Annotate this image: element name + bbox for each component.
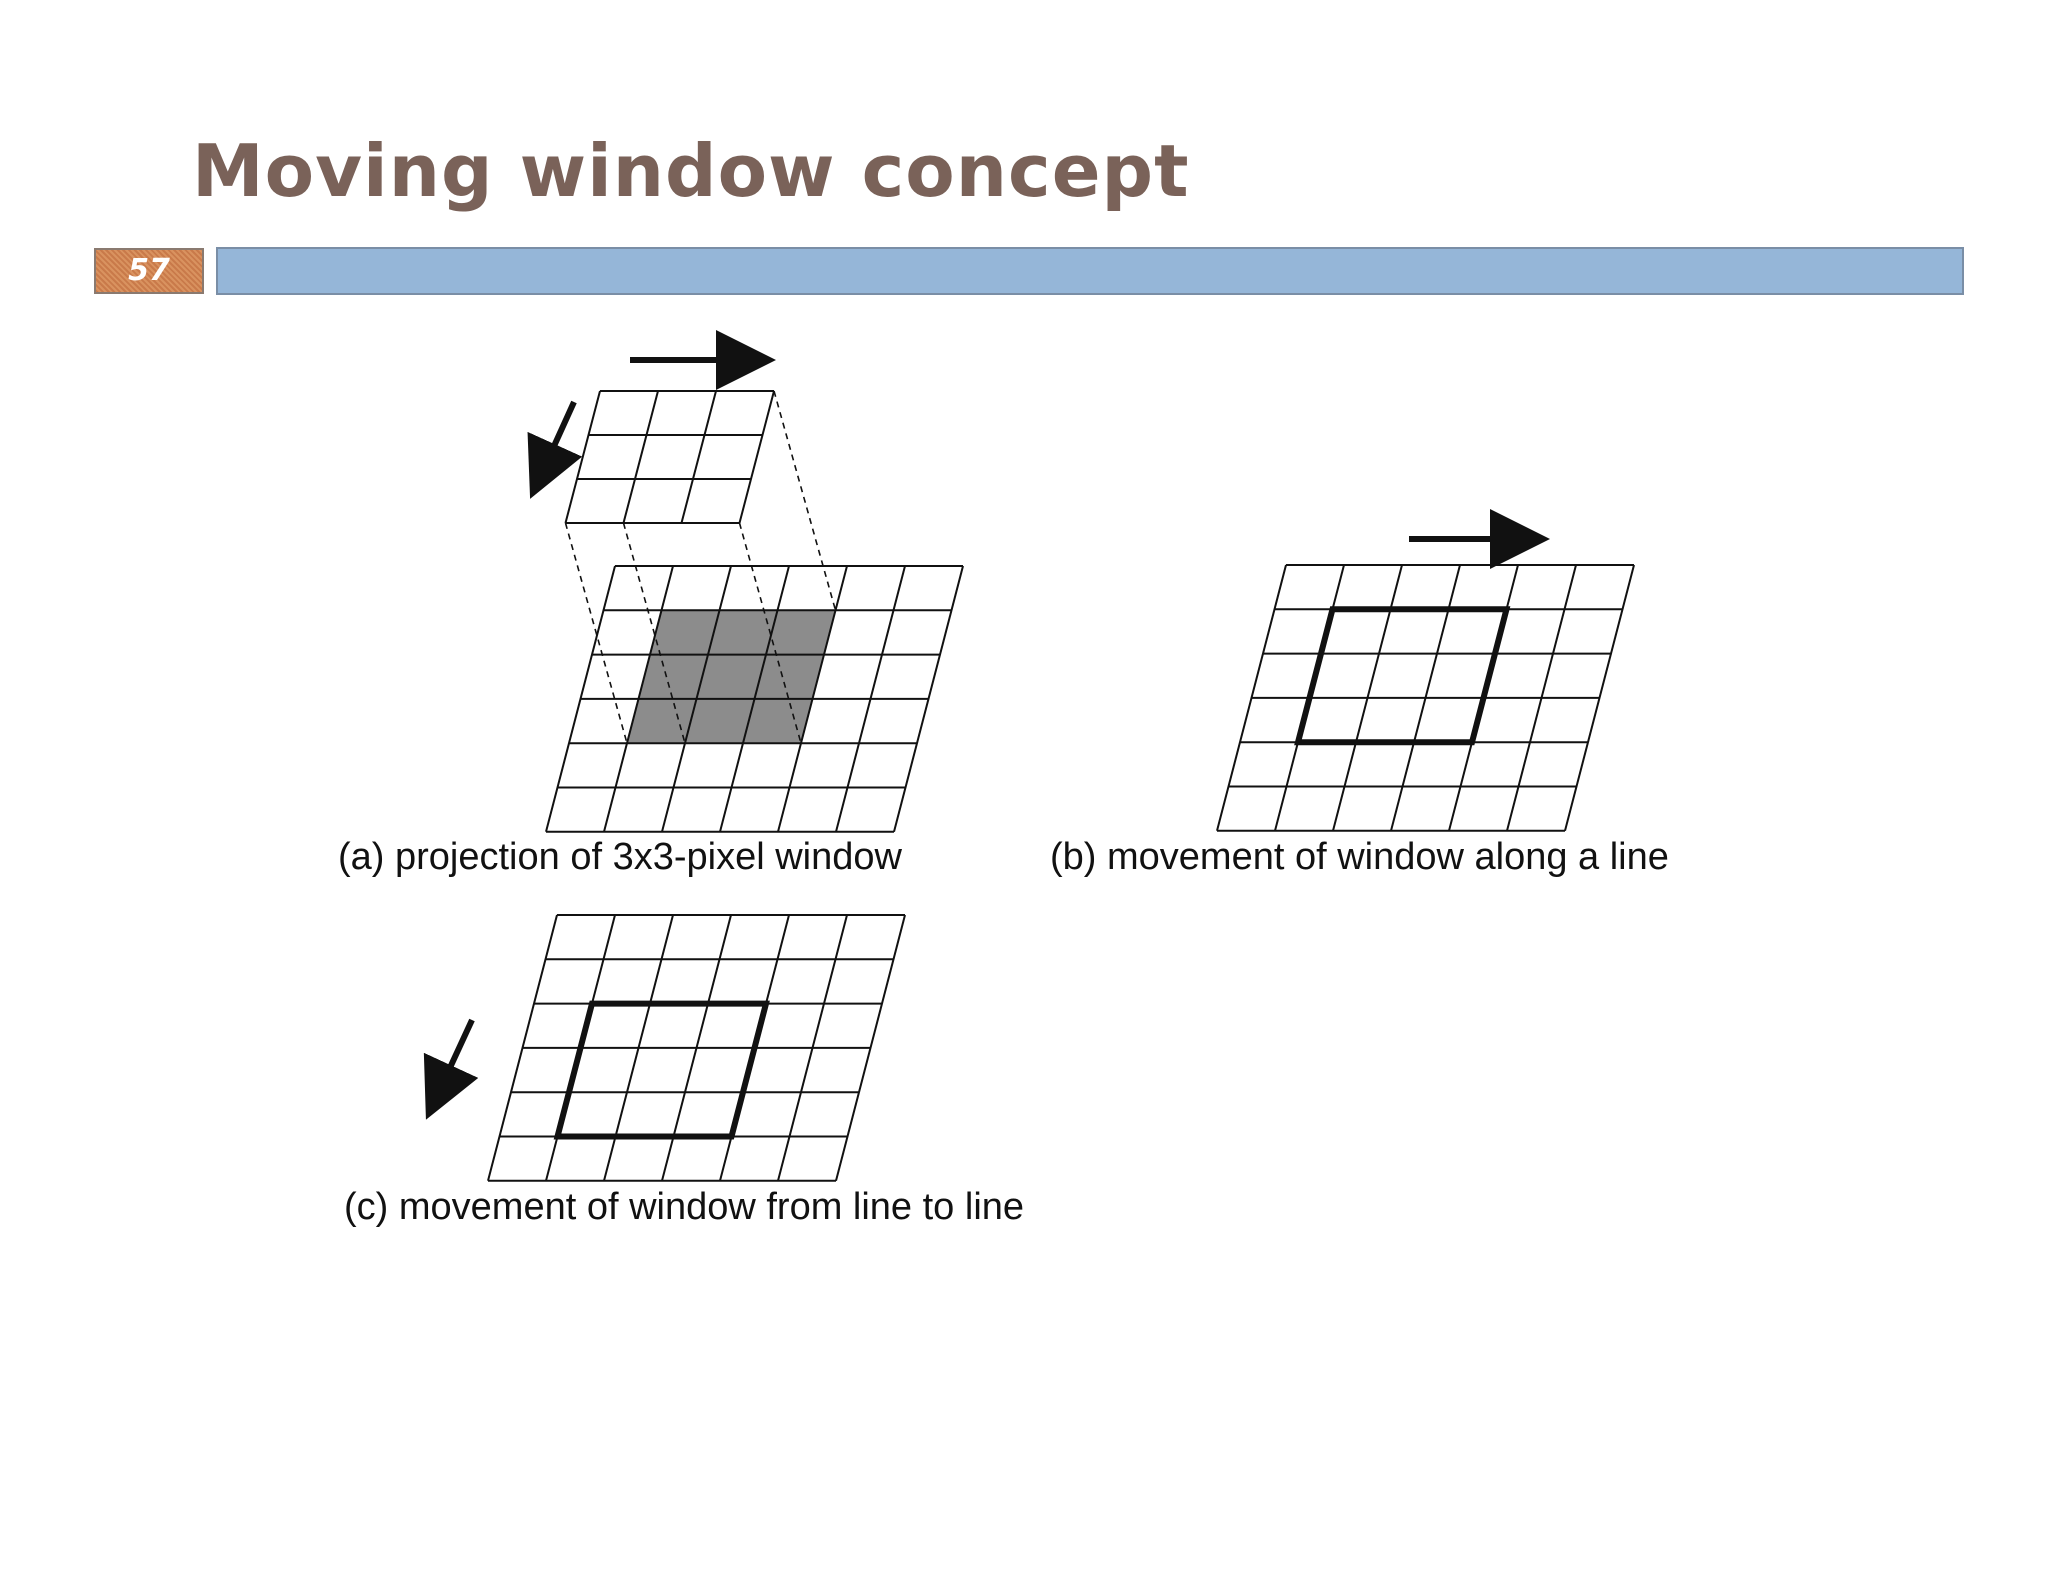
moving-window-3x3 [566,391,775,523]
arrow-down-left-icon [436,1020,472,1098]
projected-window-highlight [627,610,836,743]
image-grid-b [1217,565,1634,831]
grid-col-line [682,391,717,523]
arrow-down-left-icon [540,402,574,477]
projection-dashed-line [774,391,836,610]
window-outline-b [1298,609,1507,742]
image-grid-a [546,566,963,832]
caption-b: (b) movement of window along a line [1050,836,1669,878]
panel-c-line-to-line [436,915,905,1181]
slide-number-badge: 57 [94,248,204,294]
caption-c: (c) movement of window from line to line [344,1186,1025,1228]
projection-dashed-line [566,523,628,743]
image-grid-c [488,915,905,1181]
panel-a-projection [540,360,963,832]
window-outline-c [558,1004,767,1137]
caption-a: (a) projection of 3x3-pixel window [338,836,902,878]
grid-col-line [624,391,659,523]
grid-col-line [740,391,775,523]
slide-title: Moving window concept [192,129,1190,213]
panel-b-along-line [1217,539,1634,831]
